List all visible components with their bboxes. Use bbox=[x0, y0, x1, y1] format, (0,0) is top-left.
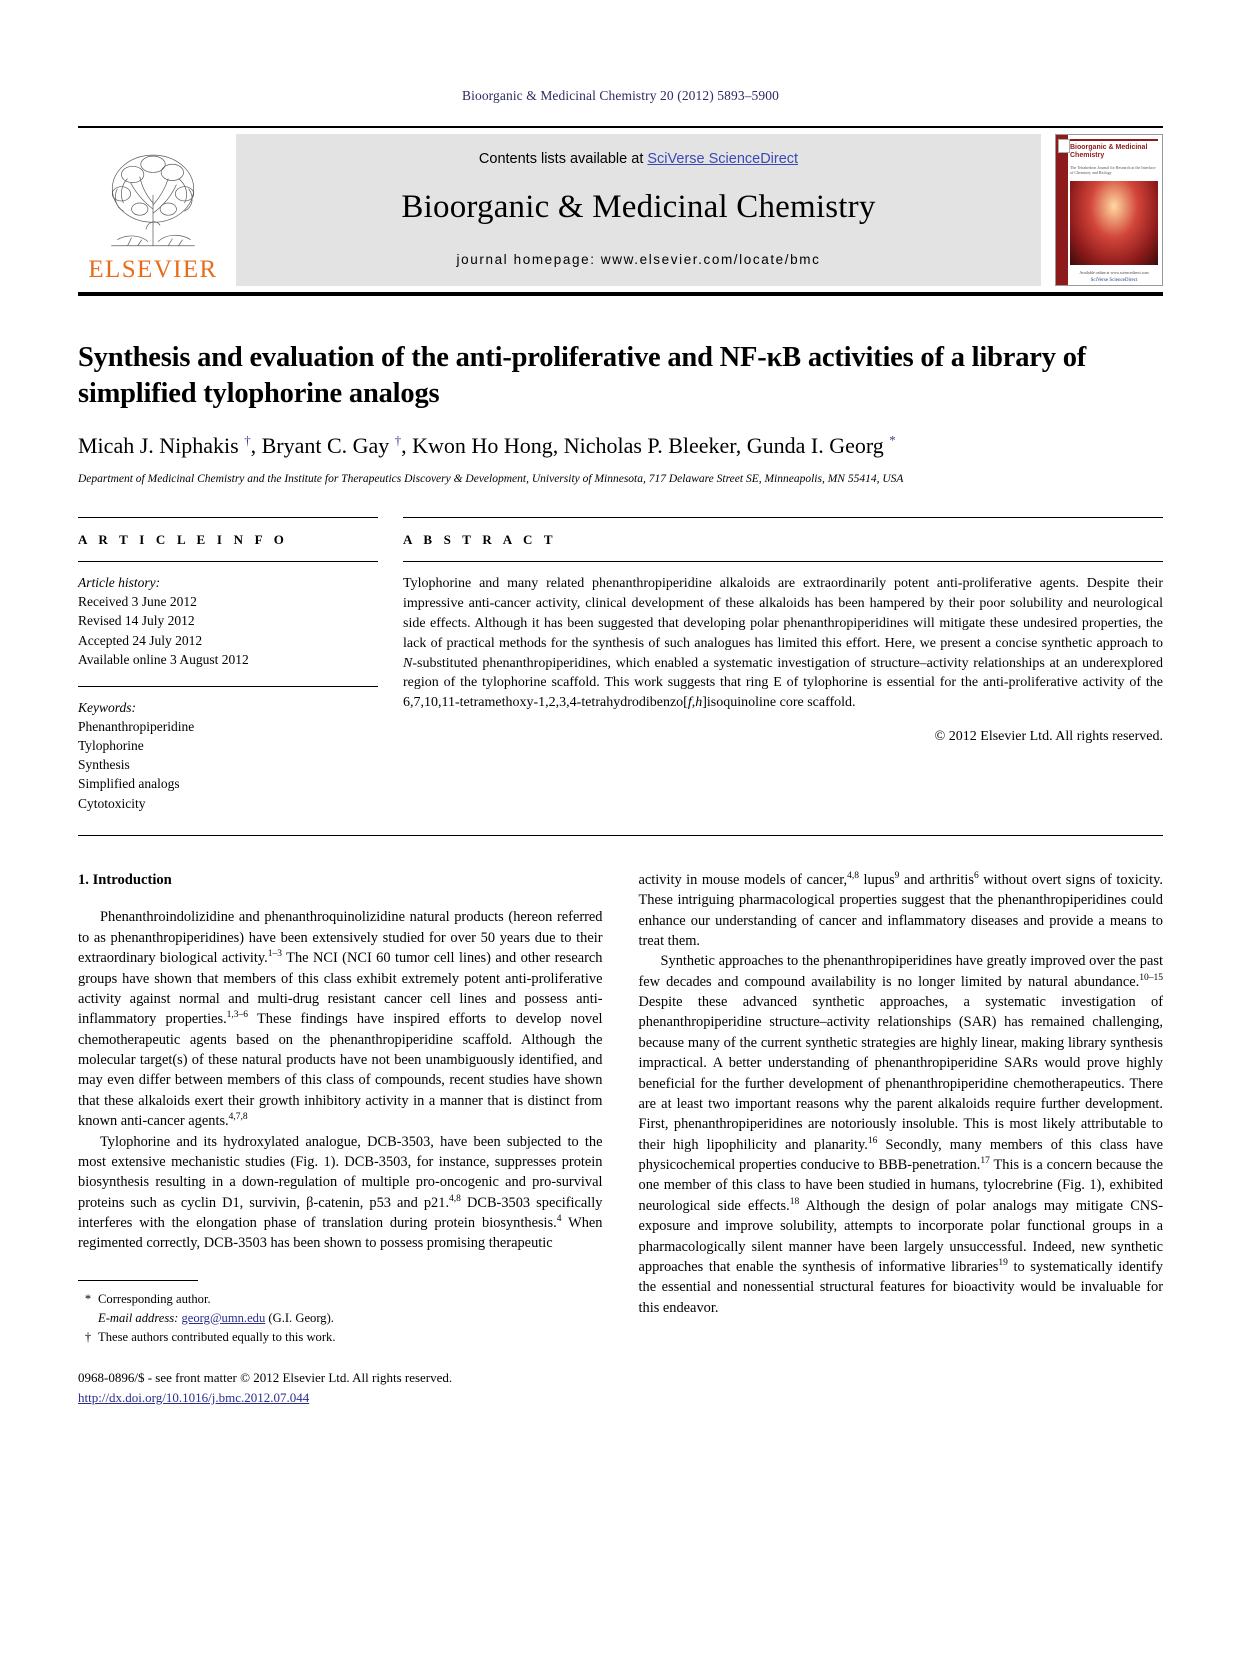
journal-cover-thumbnail bbox=[1055, 134, 1163, 286]
history-item: Available online 3 August 2012 bbox=[78, 651, 249, 667]
footnote-equal-contribution bbox=[78, 1328, 603, 1347]
footnote-email-row bbox=[78, 1309, 603, 1328]
keyword-item: Cytotoxicity bbox=[78, 795, 146, 811]
affiliation: Department of Medicinal Chemistry and the Institute for Therapeutics Discovery & Development, University of Minnesota, 717 Delaware Street SE, Minneapolis, MN 55414, USA bbox=[78, 472, 904, 485]
doi-link[interactable]: http://dx.doi.org/10.1016/j.bmc.2012.07.044 bbox=[78, 1389, 310, 1405]
footnote-dagger-icon: † bbox=[84, 1329, 92, 1344]
journal-band bbox=[236, 134, 1041, 286]
footnote-corresponding-text: Corresponding author. bbox=[98, 1291, 211, 1306]
paragraph: Tylophorine and its hydroxylated analogue, DCB-3503, have been subjected to the most extensive mechanistic studies (Fig. 1). DCB-3503, for instance, suppresses protein biosynthesis resulting in a down-regulation of multiple pro-oncogenic and pro-survival proteins such as cyclin D1, survivin, β-catenin, p53 and p21.$^{4,8}$ DCB-3503 specifically interferes with the elongation phase of translation during protein biosynthesis.$^4$ When regimented correctly, DCB-3503 has been shown to possess promising therapeutic bbox=[78, 1133, 603, 1252]
author-list: Micah J. Niphakis †, Bryant C. Gay †, Kwon Ho Hong, Nicholas P. Bleeker, Gunda I. Georg * bbox=[78, 432, 896, 458]
journal-homepage[interactable]: journal homepage: www.elsevier.com/locate/bmc bbox=[456, 252, 821, 267]
article-history-label: Article history: bbox=[78, 575, 161, 591]
body-column-right bbox=[639, 870, 1164, 1347]
article-head bbox=[78, 340, 1163, 487]
history-item: Received 3 June 2012 bbox=[78, 594, 197, 610]
paragraph: activity in mouse models of cancer,$^{4,8}$ lupus$^9$ and arthritis$^6$ without overt signs of toxicity. These intriguing pharmacological properties suggest that the phenanthropiperidines could enhance our understanding of cancer and inflammatory diseases and provide a means to treat them. bbox=[638, 870, 1163, 949]
abstract-text: Tylophorine and many related phenanthropiperidine alkaloids are extraordinarily potent anti-proliferative agents. Despite their impressive anti-cancer activity, clinical development of these alkaloids has been hampered by their poor solubility and neurological side effects. Although it has been suggested that developing polar phenanthropiperidines will mitigate these undesired properties, the lack of practical methods for the synthesis of such analogues has limited this effort. Here, we present a concise synthetic approach to N-substituted phenanthropiperidines, which enabled a systematic investigation of structure–activity relationships at an underexplored region of the tylophorine scaffold. This work suggests that ring E of tylophorine is essential for the anti-proliferative activity of the 6,7,10,11-tetramethoxy-1,2,3,4-tetrahydrodibenzo[f,h]isoquinoline core scaffold. bbox=[403, 576, 1163, 711]
email-owner: (G.I. Georg). bbox=[268, 1310, 334, 1325]
elsevier-logo bbox=[78, 134, 228, 286]
paragraph: Synthetic approaches to the phenanthropiperidines have greatly improved over the past few decades and compound availability is no longer limited by natural abundance.$^{10-15}$ Despite these advanced synthetic approaches, a systematic investigation of phenanthropiperidine structure–activity relationships (SAR) has remained challenging, because many of the current synthetic strategies are highly linear, making library synthesis impractical. A better understanding of phenanthropiperidine SARs would prove highly beneficial for the further development of phenanthropiperidine chemotherapeutics. There are at least two important reasons why the parent alkaloids require further development. First, phenanthropiperidines are notoriously insoluble. This is most likely attributable to their high lipophilicity and planarity.$^{16}$ Secondly, many members of this class have physicochemical properties conducive to BBB-penetration.$^{17}$ This is a concern because the one member of this class to have been studied in humans, tylocrebrine (Fig. 1), exhibited neurological side effects.$^{18}$ Although the design of polar analogs may mitigate CNS-exposure and improve solubility, attempts to incorporate polar functional groups in a pharmacologically silent manner have been largely unsuccessful. Indeed, new synthetic approaches that enable the synthesis of informative libraries$^{19}$ to systematically identify the essential and nonessential structural features for bioactivity would be invaluable for this endeavor. bbox=[638, 953, 1163, 1316]
history-item: Revised 14 July 2012 bbox=[78, 613, 195, 629]
keyword-item: Tylophorine bbox=[78, 738, 144, 754]
footnote-asterisk-icon: * bbox=[84, 1291, 92, 1306]
footnotes bbox=[78, 1280, 603, 1347]
front-matter-line: 0968-0896/$ - see front matter © 2012 Elsevier Ltd. All rights reserved. bbox=[78, 1370, 453, 1386]
body-columns bbox=[78, 870, 1163, 1347]
abstract-heading: A B S T R A C T bbox=[403, 532, 557, 548]
sciencedirect-link[interactable]: SciVerse ScienceDirect bbox=[647, 151, 799, 167]
article-history bbox=[78, 562, 378, 669]
paragraph: Phenanthroindolizidine and phenanthroquinolizidine natural products (hereon referred to as phenanthropiperidines) have been extensively studied for over 50 years due to their extraordinary biological activity.$^{1-3}$ The NCI (NCI 60 tumor cell lines) and other research groups have shown that members of this class exhibit extremely potent anti-proliferative activity against normal and multi-drug resistant cancer cell lines and possess anti-inflammatory properties.$^{1,3-6}$ These findings have inspired efforts to develop novel chemotherapeutic agents based on the phenanthropiperidine scaffold. Although the molecular target(s) of these natural products have not been unambiguously identified, and may even differ between members of this class of compounds, recent studies have shown that these alkaloids exert their growth inhibitory activity in a manner that is distinct from known anti-cancer agents.$^{4,7,8}$ bbox=[78, 909, 603, 1130]
cover-subtitle: The Tetrahedron Journal for Research at the Interface of Chemistry and Biology bbox=[1070, 165, 1156, 176]
article-info-column bbox=[78, 517, 378, 813]
cover-title: Bioorganic & Medicinal Chemistry bbox=[1070, 144, 1148, 160]
article-info-heading: A R T I C L E I N F O bbox=[78, 532, 289, 548]
elsevier-wordmark: ELSEVIER bbox=[88, 256, 218, 283]
cover-footer: Available online at www.sciencedirect.com bbox=[1079, 270, 1149, 276]
footnote-equal-text: These authors contributed equally to this work. bbox=[98, 1329, 336, 1344]
journal-title: Bioorganic & Medicinal Chemistry bbox=[401, 189, 876, 225]
footnote-corresponding bbox=[78, 1290, 603, 1309]
contents-line bbox=[479, 151, 798, 167]
info-abstract-block bbox=[78, 517, 1163, 813]
cover-spine bbox=[1056, 135, 1068, 285]
email-link[interactable]: georg@umn.edu bbox=[181, 1310, 266, 1325]
masthead-bottom-rule bbox=[78, 292, 1163, 296]
section-heading-introduction: 1. Introduction bbox=[78, 871, 172, 888]
cover-artwork bbox=[1070, 181, 1158, 265]
elsevier-tree-icon bbox=[97, 148, 209, 260]
keyword-item: Synthesis bbox=[78, 757, 130, 773]
running-head: Bioorganic & Medicinal Chemistry 20 (2012) 5893–5900 bbox=[462, 88, 779, 103]
keywords-label: Keywords: bbox=[78, 699, 136, 715]
footnote-rule bbox=[78, 1280, 198, 1281]
email-label: E-mail address: bbox=[98, 1310, 179, 1325]
cover-badge-icon bbox=[1058, 139, 1070, 153]
contents-prefix: Contents lists available at bbox=[478, 151, 648, 167]
keyword-item: Phenanthropiperidine bbox=[78, 718, 195, 734]
abstract-column bbox=[403, 517, 1163, 813]
info-block-bottom-rule bbox=[78, 835, 1163, 836]
keywords-list bbox=[78, 687, 378, 813]
masthead-top-rule bbox=[78, 126, 1163, 128]
keyword-item: Simplified analogs bbox=[78, 776, 180, 792]
cover-footer-brand: SciVerse ScienceDirect bbox=[1090, 278, 1138, 284]
page-title: Synthesis and evaluation of the anti-proliferative and NF-κB activities of a library of simplified tylophorine analogs bbox=[78, 342, 1087, 410]
abstract-copyright: © 2012 Elsevier Ltd. All rights reserved. bbox=[934, 729, 1163, 745]
journal-masthead bbox=[78, 126, 1163, 296]
body-column-left bbox=[78, 870, 603, 1347]
bottom-matter bbox=[78, 1368, 1163, 1407]
history-item: Accepted 24 July 2012 bbox=[78, 632, 203, 648]
